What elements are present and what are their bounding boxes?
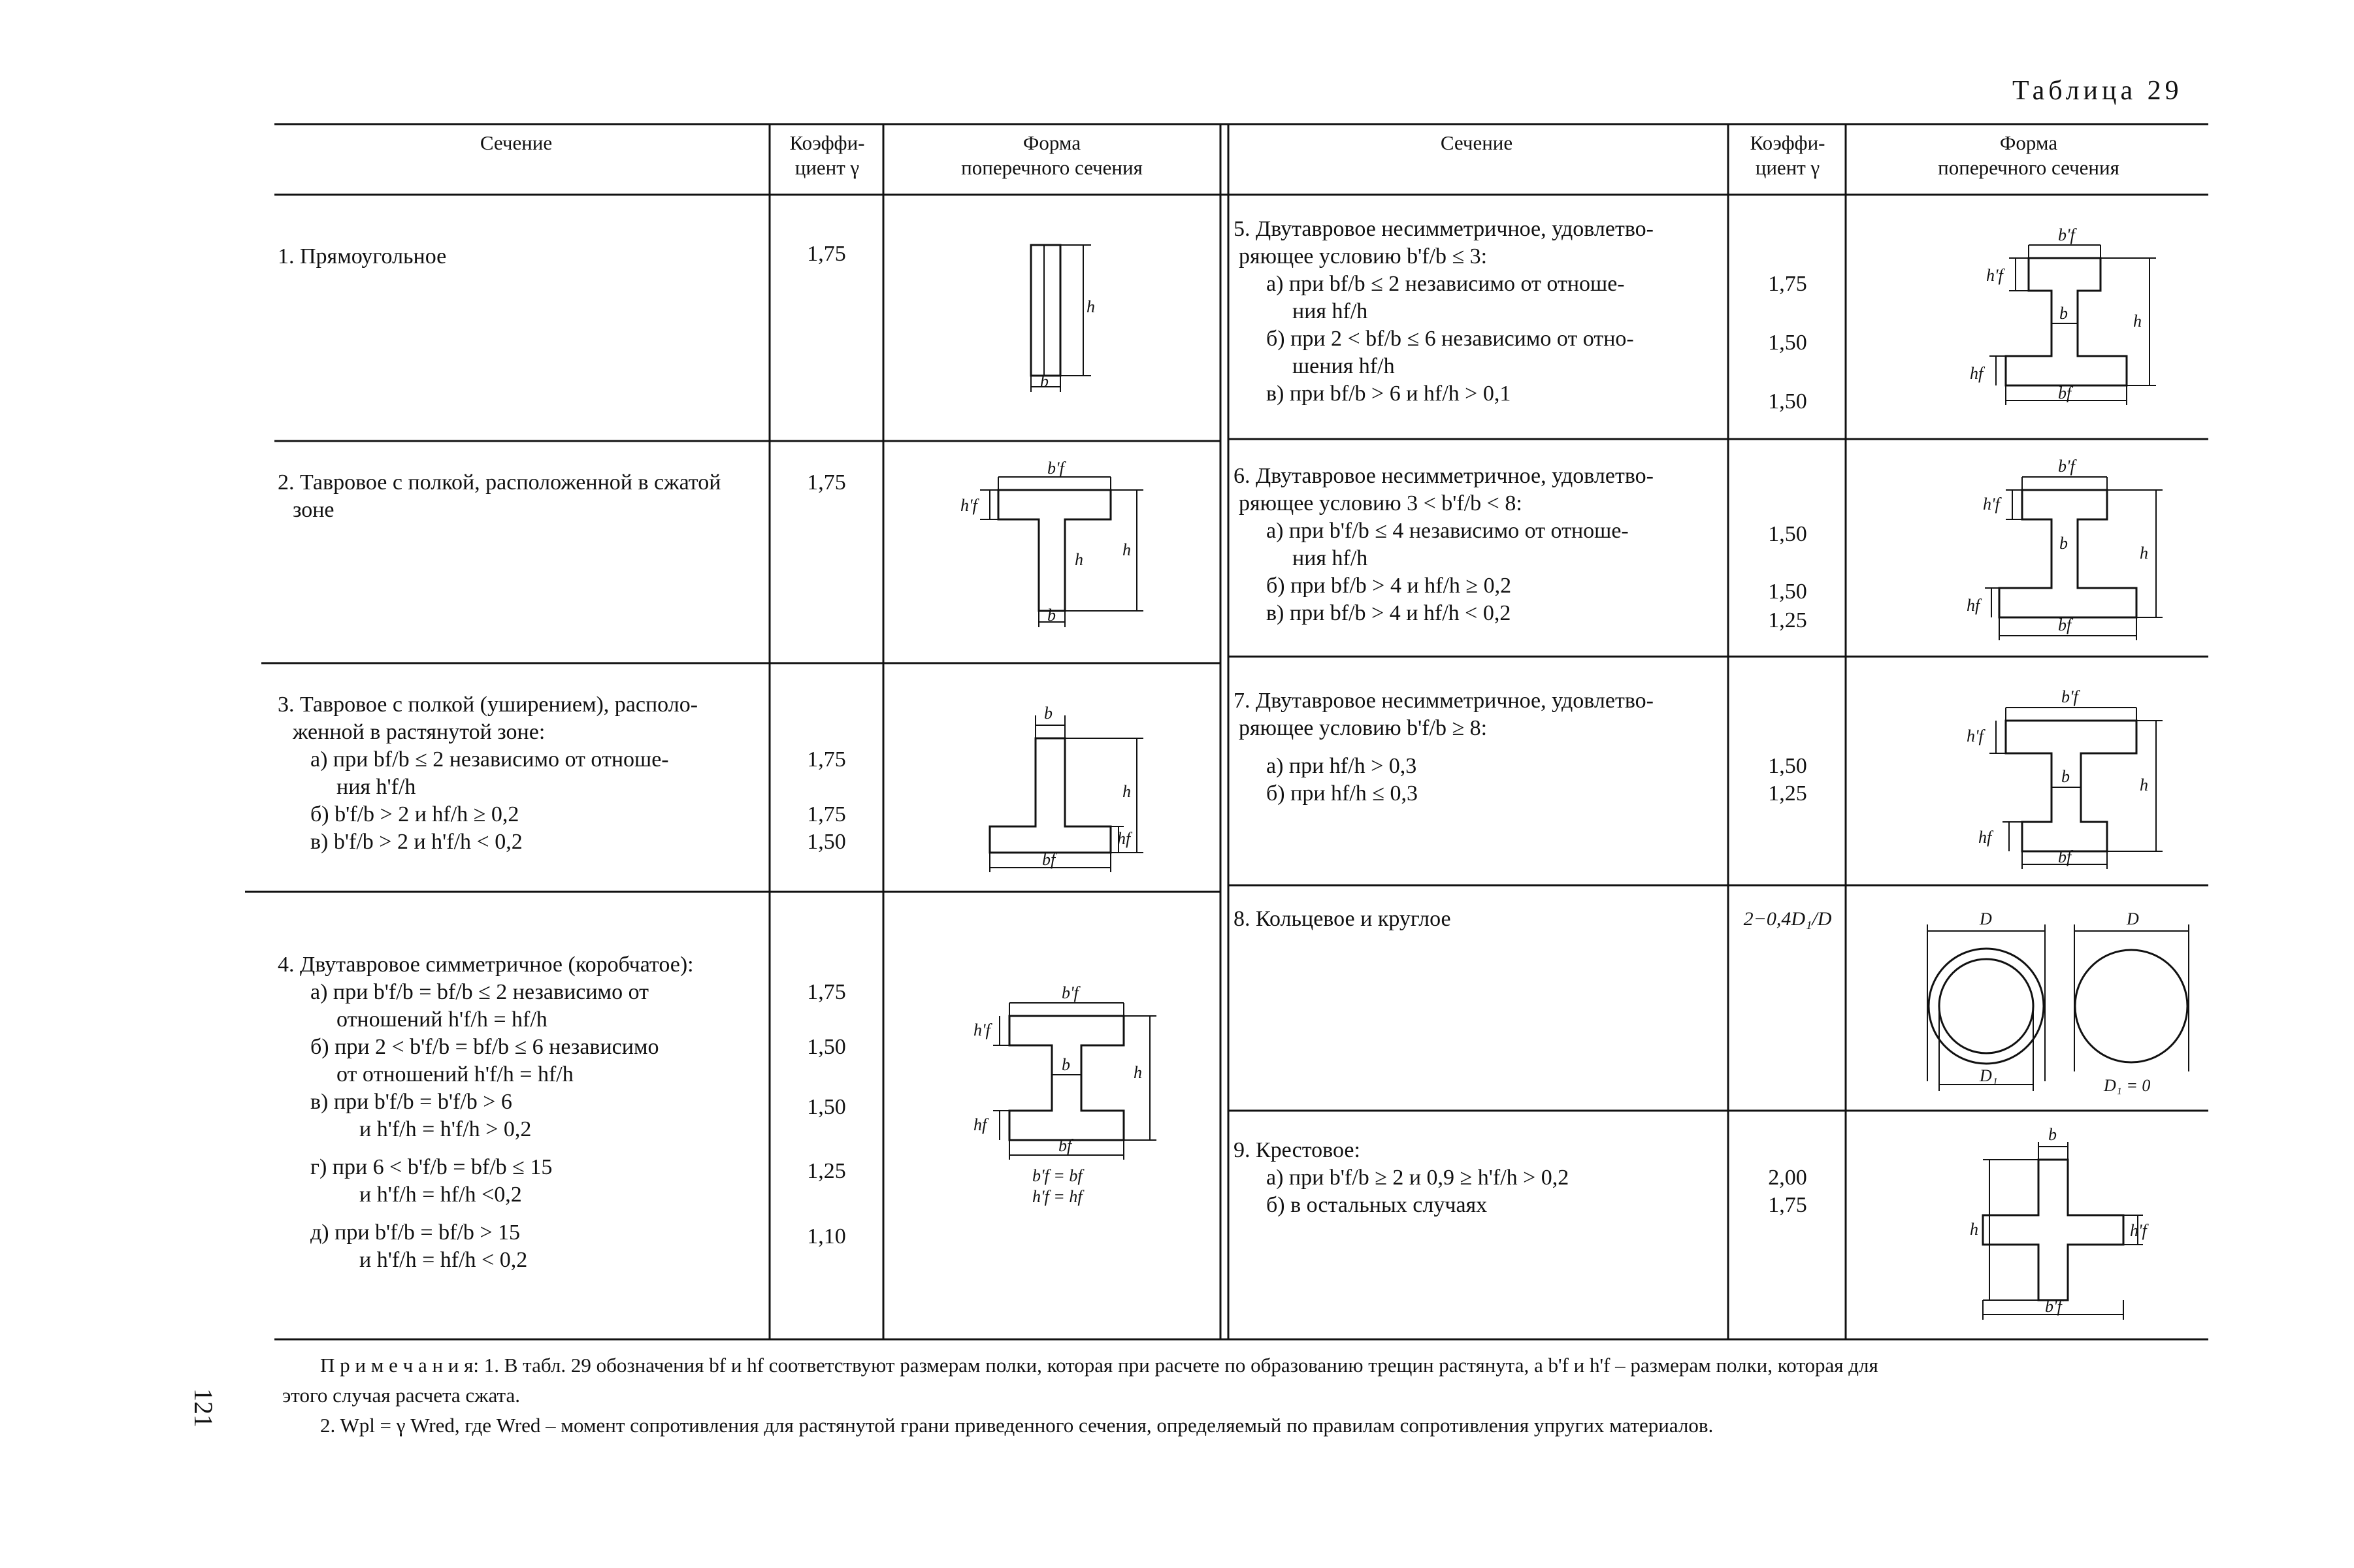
label-h: h: [1134, 1063, 1142, 1082]
header-section-left: Сечение: [480, 131, 553, 154]
label-b: b: [1044, 704, 1053, 723]
label-b: b: [1047, 606, 1056, 625]
label-bf-prime: b'f: [1062, 983, 1079, 1002]
row9-text: 9. Крестовое: а) при b'f/b ≥ 2 и 0,9 ≥ h'f/h > 0,2 б) в остальных случаях: [1234, 1138, 1569, 1217]
label-hf-prime: h'f: [1983, 495, 2000, 514]
label-h: h: [2140, 544, 2148, 563]
label-bf: bf: [2058, 615, 2072, 634]
row3-value-b: 1,75: [807, 802, 846, 826]
row1-text: 1. Прямоугольное: [278, 244, 447, 269]
label-bf: bf: [1058, 1136, 1072, 1155]
row6-text: 6. Двутавровое несимметричное, удовлетво- ряющее условию 3 < b'f/b < 8: а) при b'f/b ≤ 4 независимо от отноше- ния hf/h б) при bf/b > 4 и hf/h ≥ 0,2 в) при bf/b > 4 и hf/h < 0,2: [1234, 464, 1654, 625]
row4-text: 4. Двутавровое симметричное (коробчатое): а) при b'f/b = bf/b ≤ 2 независимо от отношений h'f/h = hf/h б) при 2 < b'f/b = bf/b ≤ 6 независимо от отношений h'f/h = hf/h в) при b'f/b = b'f/b > 6 и h'f/h = h'f/h > 0,2 г) при 6 < b'f/b = bf/b ≤ 15 и h'f/h = hf/h <0,2 д) при b'f/b = bf/b > 15 и h'f/h = hf/h < 0,2: [278, 953, 694, 1272]
label-hf: hf: [1117, 829, 1131, 848]
row6-value-c: 1,25: [1768, 608, 1807, 632]
row6-value-b: 1,50: [1768, 580, 1807, 604]
row9-value-a: 2,00: [1768, 1166, 1807, 1190]
row5-text: 5. Двутавровое несимметричное, удовлетво- ряющее условию b'f/b ≤ 3: а) при bf/b ≤ 2 независимо от отноше- ния hf/h б) при 2 < bf/b ≤ 6 независимо от отно- шения hf/h в) при bf/b > 6 и hf/h > 0,1: [1234, 217, 1654, 406]
header-coef-left: Коэффи- циент γ: [789, 131, 865, 179]
i-section-asym-7-figure: [1967, 670, 2176, 879]
row1-value: 1,75: [807, 242, 846, 266]
row7-value-a: 1,50: [1768, 754, 1807, 778]
label-bf: bf: [2058, 847, 2072, 866]
row5-value-a: 1,75: [1768, 272, 1807, 296]
i-section-asym-6-figure: [1967, 451, 2176, 660]
label-hf-prime: h'f: [973, 1021, 990, 1039]
row2-value: 1,75: [807, 470, 846, 495]
t-section-bottom-flange-figure: [980, 699, 1176, 889]
i-section-asym-5-figure: [1967, 216, 2176, 425]
label-hf-prime: h'f: [960, 496, 977, 515]
header-section-right: Сечение: [1440, 131, 1513, 154]
label-bf: bf: [2058, 384, 2072, 402]
label-eq-bf: b'f = bf: [1032, 1166, 1083, 1185]
label-b: b: [1040, 372, 1049, 391]
row4-value-d: 1,25: [807, 1159, 846, 1183]
row4-value-e: 1,10: [807, 1224, 846, 1249]
row3-text: 3. Тавровое с полкой (уширением), располо- женной в растянутой зоне: а) при bf/b ≤ 2 независимо от отноше- ния h'f/h б) b'f/b > 2 и hf/h ≥ 0,2 в) b'f/b > 2 и h'f/h < 0,2: [278, 693, 698, 854]
label-hf: hf: [973, 1115, 987, 1134]
label-h: h: [1970, 1220, 1978, 1239]
label-b: b: [2059, 534, 2068, 553]
label-D-round: D: [2127, 909, 2139, 928]
header-coef-right: Коэффи- циент γ: [1750, 131, 1825, 179]
i-section-symmetric-figure: [967, 973, 1163, 1235]
rectangular-section-figure: [1006, 235, 1137, 405]
ring-and-round-figure: [1914, 902, 2202, 1104]
label-b: b: [1062, 1055, 1070, 1074]
row4-value-a: 1,75: [807, 980, 846, 1004]
row3-value-c: 1,50: [807, 830, 846, 854]
label-bf-prime: b'f: [1047, 459, 1064, 478]
header-shape-left: Форма поперечного сечения: [961, 131, 1143, 179]
label-bf: bf: [1042, 850, 1056, 869]
cross-section-figure: [1953, 1124, 2163, 1333]
label-b: b: [2061, 767, 2070, 786]
label-hf: hf: [1967, 596, 1980, 615]
label-h-small: h: [1075, 550, 1083, 569]
label-bf-prime: b'f: [2058, 457, 2075, 476]
table-title: Таблица 29: [2012, 76, 2183, 106]
row4-value-b: 1,50: [807, 1035, 846, 1059]
label-h: h: [1122, 782, 1131, 801]
label-D-ring: D: [1980, 909, 1992, 928]
label-D1-zero: D₁ = 0: [2104, 1076, 2151, 1095]
note-line-3: 2. Wpl = γ Wred, где Wred – момент сопротивления для растянутой грани приведенного сечения, определяемый по правилам сопротивления упругих материалов.: [320, 1414, 1714, 1437]
label-bf-prime: b'f: [2058, 225, 2075, 244]
row7-value-b: 1,25: [1768, 781, 1807, 806]
row8-value: 2−0,4D₁/D: [1743, 908, 1832, 930]
row2-text: 2. Тавровое с полкой, расположенной в сжатой зоне: [278, 470, 721, 522]
row3-value-a: 1,75: [807, 747, 846, 772]
note-line-2: этого случая расчета сжата.: [282, 1384, 520, 1407]
label-hf: hf: [1978, 828, 1992, 847]
t-section-top-flange-figure: [954, 457, 1150, 640]
label-h: h: [2133, 312, 2142, 331]
label-h: h: [1087, 297, 1095, 316]
header-shape-right: Форма поперечного сечения: [1938, 131, 2119, 179]
row6-value-a: 1,50: [1768, 522, 1807, 546]
row5-value-c: 1,50: [1768, 389, 1807, 414]
label-hf-prime: h'f: [1986, 266, 2003, 285]
label-h: h: [2140, 776, 2148, 794]
label-b: b: [2059, 304, 2068, 323]
note-line-1: П р и м е ч а н и я: 1. В табл. 29 обозначения bf и hf соответствуют размерам полки, которая при расчете по образованию трещин растянута, а b'f и h'f – размерам полки, которая для: [320, 1354, 1878, 1377]
label-h: h: [1122, 540, 1131, 559]
row8-text: 8. Кольцевое и круглое: [1234, 907, 1451, 931]
row5-value-b: 1,50: [1768, 331, 1807, 355]
label-D1: D₁: [1980, 1066, 1998, 1085]
label-bf-prime: b'f: [2061, 687, 2078, 706]
label-hf-prime: h'f: [2130, 1221, 2147, 1240]
row7-text: 7. Двутавровое несимметричное, удовлетво- ряющее условию b'f/b ≥ 8: а) при hf/h > 0,3 б) при hf/h ≤ 0,3: [1234, 689, 1654, 806]
page-number: 121: [189, 1388, 218, 1428]
label-bf-prime: b'f: [2045, 1297, 2062, 1316]
label-hf: hf: [1970, 364, 1984, 383]
label-b: b: [2048, 1125, 2057, 1144]
row9-value-b: 1,75: [1768, 1193, 1807, 1217]
label-eq-hf: h'f = hf: [1032, 1187, 1083, 1206]
row4-value-c: 1,50: [807, 1095, 846, 1119]
label-hf-prime: h'f: [1967, 727, 1984, 745]
